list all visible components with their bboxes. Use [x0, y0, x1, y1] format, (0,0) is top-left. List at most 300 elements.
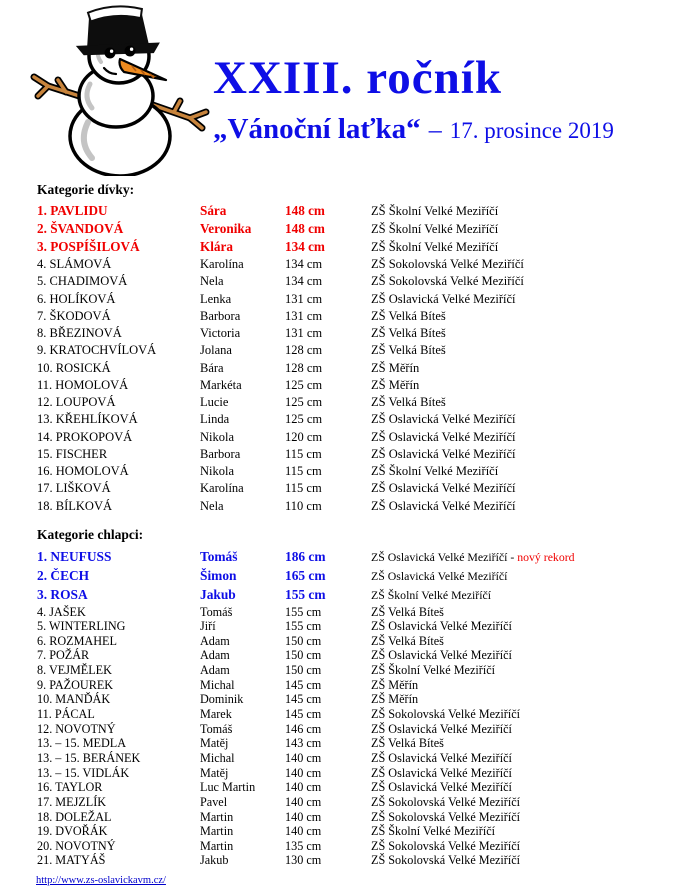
firstname-cell: Jakub	[200, 587, 236, 603]
firstname-cell: Victoria	[200, 326, 241, 340]
school-label: ZŠ Oslavická Velké Meziříčí	[371, 481, 516, 496]
height-cell: 134 cm	[285, 239, 325, 254]
result-row	[0, 325, 676, 342]
school-cell	[371, 824, 676, 839]
school-label: ZŠ Sokolovská Velké Meziříčí	[371, 838, 521, 853]
girls-section-heading: Kategorie dívky:	[37, 182, 135, 197]
height-cell: 148 cm	[285, 221, 325, 236]
firstname-cell: Adam	[200, 633, 230, 648]
firstname-cell: Tomáš	[200, 604, 233, 619]
school-cell	[371, 342, 676, 359]
surname-label: VIDLÁK	[82, 765, 130, 780]
school-label: ZŠ Sokolovská Velké Meziříčí	[371, 853, 521, 868]
rank-label: 2.	[37, 568, 48, 584]
rank-surname-cell	[37, 566, 200, 585]
surname-label: ČECH	[50, 568, 90, 584]
height-cell: 115 cm	[285, 481, 322, 496]
rank-surname-cell	[37, 498, 200, 515]
rank-label: 5.	[37, 619, 47, 634]
result-row	[0, 446, 676, 463]
header	[213, 52, 663, 146]
school-cell	[371, 678, 676, 693]
surname-label: PROKOPOVÁ	[55, 429, 133, 444]
school-label: ZŠ Oslavická Velké Meziříčí	[371, 550, 508, 564]
subtitle-dash: –	[428, 114, 442, 144]
height-cell: 128 cm	[285, 360, 323, 375]
rank-surname-cell	[37, 619, 200, 634]
result-row	[0, 463, 676, 480]
school-cell	[371, 707, 676, 722]
rank-surname-cell	[37, 291, 200, 308]
school-label: ZŠ Školní Velké Meziříčí	[371, 663, 496, 678]
result-row	[0, 394, 676, 411]
result-row	[0, 619, 676, 634]
result-row	[0, 220, 676, 238]
event-date: 17. prosince 2019	[449, 117, 614, 143]
rank-surname-cell	[37, 707, 200, 722]
firstname-cell: Lenka	[200, 291, 232, 306]
school-cell	[371, 634, 676, 649]
surname-label: ŠKODOVÁ	[49, 308, 111, 323]
height-cell: 150 cm	[285, 633, 322, 648]
school-cell	[371, 325, 676, 342]
surname-label: CHADIMOVÁ	[49, 274, 128, 289]
surname-label: KRATOCHVÍLOVÁ	[49, 343, 157, 358]
school-cell	[371, 722, 676, 737]
surname-label: PÁCAL	[54, 707, 95, 722]
page-title: XXIII. ročník	[213, 52, 502, 104]
firstname-cell: Jakub	[200, 853, 229, 868]
school-cell	[371, 480, 676, 497]
rank-surname-cell	[37, 463, 200, 480]
height-cell: 145 cm	[285, 707, 322, 722]
school-label: ZŠ Velká Bíteš	[371, 604, 444, 619]
rank-label: 10.	[37, 360, 53, 375]
height-cell: 155 cm	[285, 604, 322, 619]
rank-label: 11.	[37, 377, 53, 392]
school-cell	[371, 586, 676, 605]
height-cell: 120 cm	[285, 429, 323, 444]
surname-label: LIŠKOVÁ	[55, 481, 111, 496]
school-cell	[371, 548, 676, 567]
result-row	[0, 256, 676, 273]
surname-label: ŠVANDOVÁ	[50, 221, 124, 236]
school-cell	[371, 619, 676, 634]
rank-surname-cell	[37, 810, 200, 825]
firstname-cell: Barbora	[200, 446, 241, 461]
rank-label: 13. – 15.	[37, 765, 80, 780]
subtitle-event-name: „Vánoční laťka“	[213, 112, 421, 145]
height-cell: 140 cm	[285, 765, 322, 780]
rank-label: 17.	[37, 794, 53, 809]
school-label: ZŠ Oslavická Velké Meziříčí	[371, 780, 512, 795]
result-row	[0, 273, 676, 290]
rank-label: 4.	[37, 604, 47, 619]
school-label: ZŠ Měřín	[371, 692, 419, 707]
school-label: ZŠ Velká Bíteš	[371, 736, 444, 751]
school-cell	[371, 839, 676, 854]
rank-surname-cell	[37, 634, 200, 649]
rank-label: 9.	[37, 677, 47, 692]
surname-label: FISCHER	[55, 446, 108, 461]
note-separator: -	[507, 550, 518, 564]
result-row	[0, 663, 676, 678]
school-label: ZŠ Oslavická Velké Meziříčí	[371, 412, 516, 427]
school-label: ZŠ Školní Velké Meziříčí	[371, 204, 499, 218]
result-row	[0, 547, 676, 566]
school-label: ZŠ Oslavická Velké Meziříčí	[371, 765, 512, 780]
firstname-cell: Michal	[200, 677, 235, 692]
height-cell: 150 cm	[285, 648, 322, 663]
school-label: ZŠ Oslavická Velké Meziříčí	[371, 721, 512, 736]
rank-label: 8.	[37, 326, 47, 340]
school-label: ZŠ Velká Bíteš	[371, 343, 446, 358]
firstname-cell: Karolína	[200, 257, 244, 271]
boys-results-list	[0, 547, 676, 868]
firstname-cell: Nela	[200, 498, 224, 513]
rank-surname-cell	[37, 780, 200, 795]
surname-label: MATYÁŠ	[55, 853, 106, 868]
surname-label: MEJZLÍK	[55, 794, 107, 809]
rank-label: 8.	[37, 663, 47, 678]
top-hat	[73, 4, 161, 60]
rank-label: 3.	[37, 239, 47, 254]
result-row	[0, 795, 676, 810]
rank-label: 12.	[37, 395, 53, 409]
result-row	[0, 585, 676, 604]
school-label: ZŠ Oslavická Velké Meziříčí	[371, 569, 508, 584]
rank-label: 11.	[37, 707, 52, 722]
school-label: ZŠ Sokolovská Velké Meziříčí	[371, 809, 521, 824]
result-row	[0, 238, 676, 256]
rank-surname-cell	[37, 273, 200, 290]
firstname-cell: Tomáš	[200, 721, 233, 736]
result-row	[0, 360, 676, 377]
rank-label: 5.	[37, 274, 47, 289]
surname-label: DOLEŽAL	[55, 809, 112, 824]
firstname-cell: Jiří	[200, 619, 216, 634]
height-cell: 125 cm	[285, 377, 323, 392]
rank-surname-cell	[37, 736, 200, 751]
rank-label: 16.	[37, 780, 53, 795]
school-cell	[371, 308, 676, 325]
surname-label: ROSICKÁ	[55, 360, 111, 375]
school-cell	[371, 567, 676, 586]
rank-surname-cell	[37, 663, 200, 678]
rank-label: 13. – 15.	[37, 736, 80, 751]
rank-label: 1.	[37, 203, 47, 218]
rank-label: 9.	[37, 343, 47, 358]
height-cell: 125 cm	[285, 412, 323, 427]
school-cell	[371, 795, 676, 810]
height-cell: 134 cm	[285, 274, 323, 289]
rank-label: 1.	[37, 549, 48, 564]
firstname-cell: Dominik	[200, 692, 244, 707]
snowman-image	[28, 4, 214, 176]
surname-label: LOUPOVÁ	[55, 395, 116, 409]
school-label: ZŠ Velká Bíteš	[371, 308, 446, 323]
height-cell: 143 cm	[285, 736, 322, 751]
surname-label: POSPÍŠILOVÁ	[50, 239, 140, 254]
rank-surname-cell	[37, 256, 200, 273]
height-cell: 131 cm	[285, 291, 323, 306]
height-cell: 155 cm	[285, 587, 326, 603]
height-cell: 155 cm	[285, 619, 322, 634]
surname-label: HOMOLOVÁ	[55, 377, 129, 392]
surname-label: VEJMĚLEK	[48, 663, 112, 678]
height-cell: 140 cm	[285, 794, 322, 809]
school-cell	[371, 663, 676, 678]
school-cell	[371, 291, 676, 308]
rank-label: 21.	[37, 853, 53, 868]
height-cell: 145 cm	[285, 692, 322, 707]
surname-label: TAYLOR	[55, 780, 103, 795]
rank-surname-cell	[37, 692, 200, 707]
rank-label: 13. – 15.	[37, 750, 80, 765]
school-label: ZŠ Velká Bíteš	[371, 395, 446, 409]
result-row	[0, 766, 676, 781]
surname-label: MANĎÁK	[55, 692, 111, 707]
firstname-cell: Nikola	[200, 429, 235, 444]
school-cell	[371, 751, 676, 766]
firstname-cell: Lucie	[200, 395, 229, 409]
rank-label: 4.	[37, 257, 47, 271]
rank-surname-cell	[37, 853, 200, 868]
result-row	[0, 480, 676, 497]
boys-section-heading: Kategorie chlapci:	[37, 527, 144, 542]
rank-surname-cell	[37, 202, 200, 220]
rank-surname-cell	[37, 377, 200, 394]
surname-label: PAVLIDU	[50, 203, 108, 218]
firstname-cell: Nela	[200, 274, 224, 289]
rank-label: 18.	[37, 809, 53, 824]
surname-label: JAŠEK	[49, 604, 86, 619]
firstname-cell: Adam	[200, 648, 230, 663]
height-cell: 148 cm	[285, 203, 325, 218]
height-cell: 110 cm	[285, 498, 322, 513]
rank-surname-cell	[37, 394, 200, 411]
rank-label: 3.	[37, 587, 48, 603]
school-label: ZŠ Sokolovská Velké Meziříčí	[371, 707, 521, 722]
page-subtitle	[213, 113, 663, 146]
height-cell: 125 cm	[285, 395, 323, 409]
result-row	[0, 605, 676, 620]
height-cell: 145 cm	[285, 677, 322, 692]
school-label: ZŠ Sokolovská Velké Meziříčí	[371, 794, 521, 809]
result-row	[0, 707, 676, 722]
rank-surname-cell	[37, 411, 200, 428]
school-cell	[371, 360, 676, 377]
school-cell	[371, 498, 676, 515]
firstname-cell: Šimon	[200, 568, 237, 584]
firstname-cell: Barbora	[200, 308, 241, 323]
school-cell	[371, 202, 676, 220]
school-cell	[371, 411, 676, 428]
result-row	[0, 824, 676, 839]
rank-surname-cell	[37, 429, 200, 446]
rank-surname-cell	[37, 238, 200, 256]
school-cell	[371, 429, 676, 446]
firstname-cell: Tomáš	[200, 549, 238, 564]
rank-label: 17.	[37, 481, 53, 496]
result-row	[0, 291, 676, 308]
school-cell	[371, 256, 676, 273]
surname-label: MEDLA	[82, 736, 127, 751]
school-cell	[371, 780, 676, 795]
rank-label: 10.	[37, 692, 53, 707]
result-row	[0, 411, 676, 428]
school-cell	[371, 273, 676, 290]
height-cell: 186 cm	[285, 549, 326, 564]
result-row	[0, 751, 676, 766]
school-label: ZŠ Velká Bíteš	[371, 326, 446, 340]
result-row	[0, 429, 676, 446]
firstname-cell: Jolana	[200, 343, 232, 358]
school-label: ZŠ Školní Velké Meziříčí	[371, 588, 492, 603]
school-cell	[371, 810, 676, 825]
surname-label: SLÁMOVÁ	[49, 257, 112, 271]
height-cell: 140 cm	[285, 780, 322, 795]
school-label: ZŠ Oslavická Velké Meziříčí	[371, 498, 516, 513]
result-row	[0, 498, 676, 515]
surname-label: ROZMAHEL	[49, 633, 117, 648]
firstname-cell: Marek	[200, 707, 232, 722]
firstname-cell: Karolína	[200, 481, 244, 496]
school-cell	[371, 605, 676, 620]
height-cell: 115 cm	[285, 446, 322, 461]
surname-label: DVOŘÁK	[55, 824, 108, 839]
height-cell: 128 cm	[285, 343, 323, 358]
firstname-cell: Matěj	[200, 765, 229, 780]
school-cell	[371, 377, 676, 394]
school-label: ZŠ Oslavická Velké Meziříčí	[371, 291, 516, 306]
height-cell: 130 cm	[285, 853, 322, 868]
result-row	[0, 308, 676, 325]
school-cell	[371, 463, 676, 480]
firstname-cell: Veronika	[200, 221, 252, 236]
result-row	[0, 202, 676, 220]
rank-label: 18.	[37, 498, 53, 513]
surname-label: BERÁNEK	[82, 750, 141, 765]
surname-label: POŽÁR	[49, 648, 90, 663]
height-cell: 131 cm	[285, 308, 323, 323]
rank-label: 2.	[37, 221, 47, 236]
school-label: ZŠ Oslavická Velké Meziříčí	[371, 619, 512, 634]
result-row	[0, 780, 676, 795]
website-link[interactable]: http://www.zs-oslavickavm.cz/	[36, 875, 166, 886]
rank-label: 19.	[37, 824, 53, 839]
firstname-cell: Adam	[200, 663, 230, 678]
school-label: ZŠ Školní Velké Meziříčí	[371, 464, 499, 478]
rank-surname-cell	[37, 839, 200, 854]
school-cell	[371, 238, 676, 256]
surname-label: HOLÍKOVÁ	[49, 291, 116, 306]
school-cell	[371, 220, 676, 238]
rank-surname-cell	[37, 308, 200, 325]
result-row	[0, 722, 676, 737]
result-row	[0, 648, 676, 663]
rank-surname-cell	[37, 648, 200, 663]
school-cell	[371, 766, 676, 781]
firstname-cell: Linda	[200, 412, 230, 427]
surname-label: NOVOTNÝ	[55, 838, 116, 853]
school-label: ZŠ Školní Velké Meziříčí	[371, 824, 496, 839]
rank-label: 14.	[37, 429, 53, 444]
school-label: ZŠ Oslavická Velké Meziříčí	[371, 750, 512, 765]
result-row	[0, 678, 676, 693]
rank-surname-cell	[37, 605, 200, 620]
rank-label: 6.	[37, 633, 47, 648]
surname-label: ROSA	[50, 587, 88, 603]
rank-surname-cell	[37, 678, 200, 693]
firstname-cell: Bára	[200, 360, 224, 375]
school-cell	[371, 853, 676, 868]
school-label: ZŠ Oslavická Velké Meziříčí	[371, 446, 516, 461]
girls-results-list	[0, 202, 676, 515]
firstname-cell: Martin	[200, 809, 234, 824]
result-row	[0, 342, 676, 359]
result-row	[0, 736, 676, 751]
rank-surname-cell	[37, 480, 200, 497]
result-row	[0, 634, 676, 649]
firstname-cell: Klára	[200, 239, 233, 254]
surname-label: NOVOTNÝ	[55, 721, 116, 736]
school-cell	[371, 736, 676, 751]
firstname-cell: Martin	[200, 824, 234, 839]
firstname-cell: Markéta	[200, 377, 242, 392]
rank-surname-cell	[37, 585, 200, 604]
school-label: ZŠ Sokolovská Velké Meziříčí	[371, 257, 524, 271]
result-row	[0, 692, 676, 707]
school-cell	[371, 446, 676, 463]
rank-label: 16.	[37, 464, 53, 478]
result-row	[0, 377, 676, 394]
rank-surname-cell	[37, 824, 200, 839]
firstname-cell: Michal	[200, 750, 235, 765]
height-cell: 140 cm	[285, 750, 322, 765]
height-cell: 131 cm	[285, 326, 323, 340]
school-label: ZŠ Sokolovská Velké Meziříčí	[371, 274, 524, 289]
result-row	[0, 853, 676, 868]
school-label: ZŠ Měřín	[371, 677, 419, 692]
school-label: ZŠ Oslavická Velké Meziříčí	[371, 648, 512, 663]
rank-surname-cell	[37, 360, 200, 377]
rank-surname-cell	[37, 751, 200, 766]
surname-label: NEUFUSS	[50, 549, 112, 564]
school-label: ZŠ Měřín	[371, 360, 420, 375]
surname-label: BÍLKOVÁ	[55, 498, 112, 513]
rank-label: 15.	[37, 446, 53, 461]
rank-label: 7.	[37, 648, 47, 663]
height-cell: 165 cm	[285, 568, 326, 584]
school-cell	[371, 692, 676, 707]
firstname-cell: Nikola	[200, 464, 235, 478]
firstname-cell: Pavel	[200, 794, 228, 809]
height-cell: 146 cm	[285, 721, 322, 736]
surname-label: HOMOLOVÁ	[55, 464, 129, 478]
firstname-cell: Sára	[200, 203, 227, 218]
rank-surname-cell	[37, 220, 200, 238]
height-cell: 135 cm	[285, 838, 322, 853]
firstname-cell: Martin	[200, 838, 234, 853]
school-label: ZŠ Oslavická Velké Meziříčí	[371, 429, 516, 444]
surname-label: KŘEHLÍKOVÁ	[55, 412, 138, 427]
result-row	[0, 839, 676, 854]
rank-surname-cell	[37, 722, 200, 737]
rank-surname-cell	[37, 766, 200, 781]
firstname-cell: Luc Martin	[200, 780, 256, 795]
surname-label: BŘEZINOVÁ	[49, 326, 122, 340]
